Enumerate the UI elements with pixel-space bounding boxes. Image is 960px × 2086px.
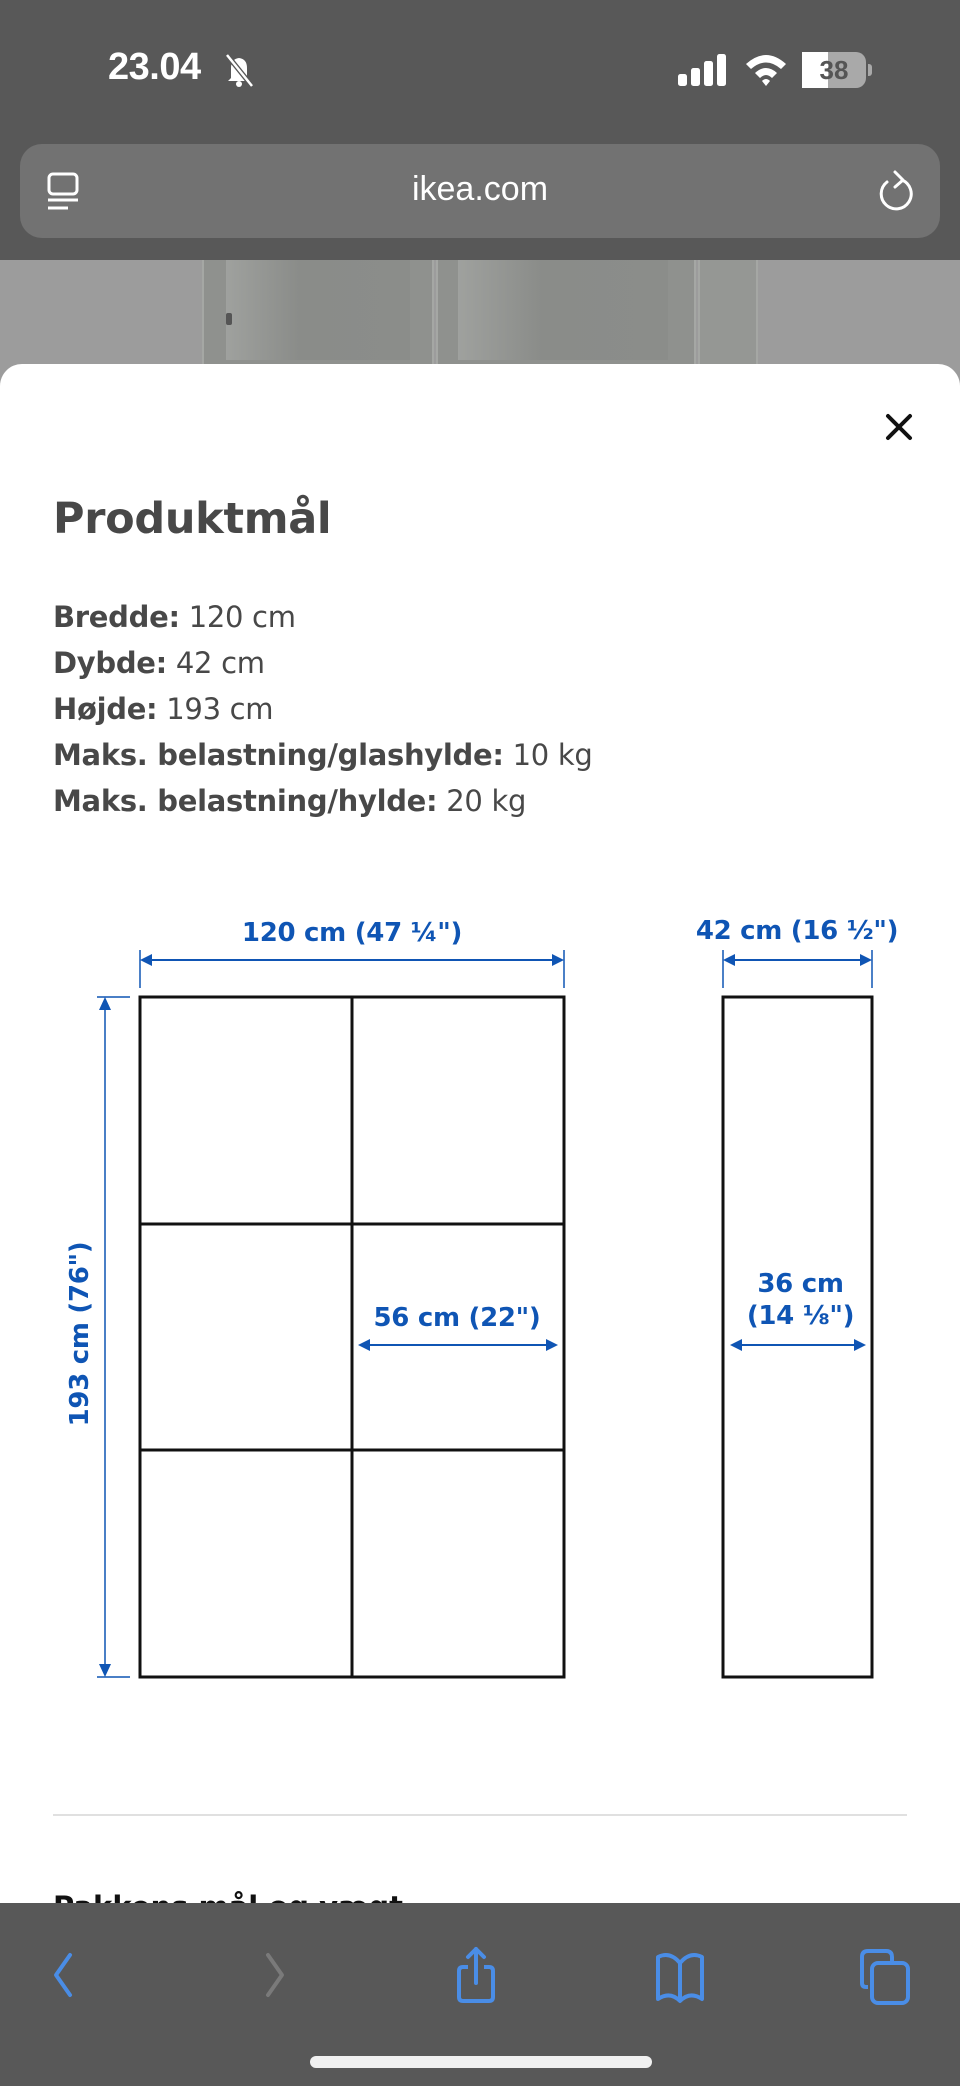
url-text[interactable]: ikea.com (411, 170, 549, 208)
battery-indicator (802, 52, 872, 88)
spec-value: 20 kg (446, 784, 527, 818)
dimension-diagram (0, 884, 960, 1704)
status-time: 23.04 (108, 46, 201, 88)
spec-max-load-shelf (53, 778, 592, 824)
door-handle (226, 313, 232, 325)
status-bar (0, 0, 960, 140)
inner-depth-label-line1: 36 cm (757, 1269, 844, 1299)
close-icon[interactable] (876, 404, 922, 450)
spec-value: 10 kg (512, 738, 593, 772)
spec-height (53, 686, 592, 732)
bell-slash-icon (222, 52, 256, 88)
spec-label: Maks. belastning/glashylde: (53, 738, 504, 772)
address-bar[interactable] (20, 144, 940, 238)
cellular-signal-icon (678, 54, 730, 86)
spec-width (53, 594, 592, 640)
spec-label: Dybde: (53, 646, 167, 680)
bookmarks-icon[interactable] (650, 1943, 710, 2007)
browser-toolbar (0, 1903, 960, 2086)
spec-label: Bredde: (53, 600, 180, 634)
spec-value: 42 cm (175, 646, 265, 680)
home-indicator[interactable] (310, 2056, 652, 2068)
depth-dimension-label: 42 cm (16 ½") (695, 916, 899, 946)
spec-label: Maks. belastning/hylde: (53, 784, 438, 818)
reload-icon[interactable] (876, 168, 916, 214)
battery-percent: 38 (819, 55, 849, 85)
compartment-width-label: 56 cm (22") (373, 1303, 541, 1333)
section-divider (53, 1814, 907, 1816)
back-icon[interactable] (34, 1943, 94, 2007)
inner-depth-label-line2: (14 ⅛") (746, 1301, 855, 1331)
sheet-title: Produktmål (53, 494, 332, 544)
spec-value: 193 cm (166, 692, 274, 726)
forward-icon[interactable] (244, 1943, 304, 2007)
spec-label: Højde: (53, 692, 158, 726)
tabs-icon[interactable] (856, 1943, 916, 2007)
share-icon[interactable] (446, 1943, 506, 2007)
width-dimension-label: 120 cm (47 ¼") (241, 918, 463, 948)
product-dimensions-sheet (0, 364, 960, 1904)
height-dimension-label: 193 cm (76") (65, 1241, 95, 1427)
spec-value: 120 cm (188, 600, 296, 634)
spec-list (53, 594, 592, 824)
spec-max-load-glass-shelf (53, 732, 592, 778)
spec-depth (53, 640, 592, 686)
wifi-icon (744, 52, 788, 86)
